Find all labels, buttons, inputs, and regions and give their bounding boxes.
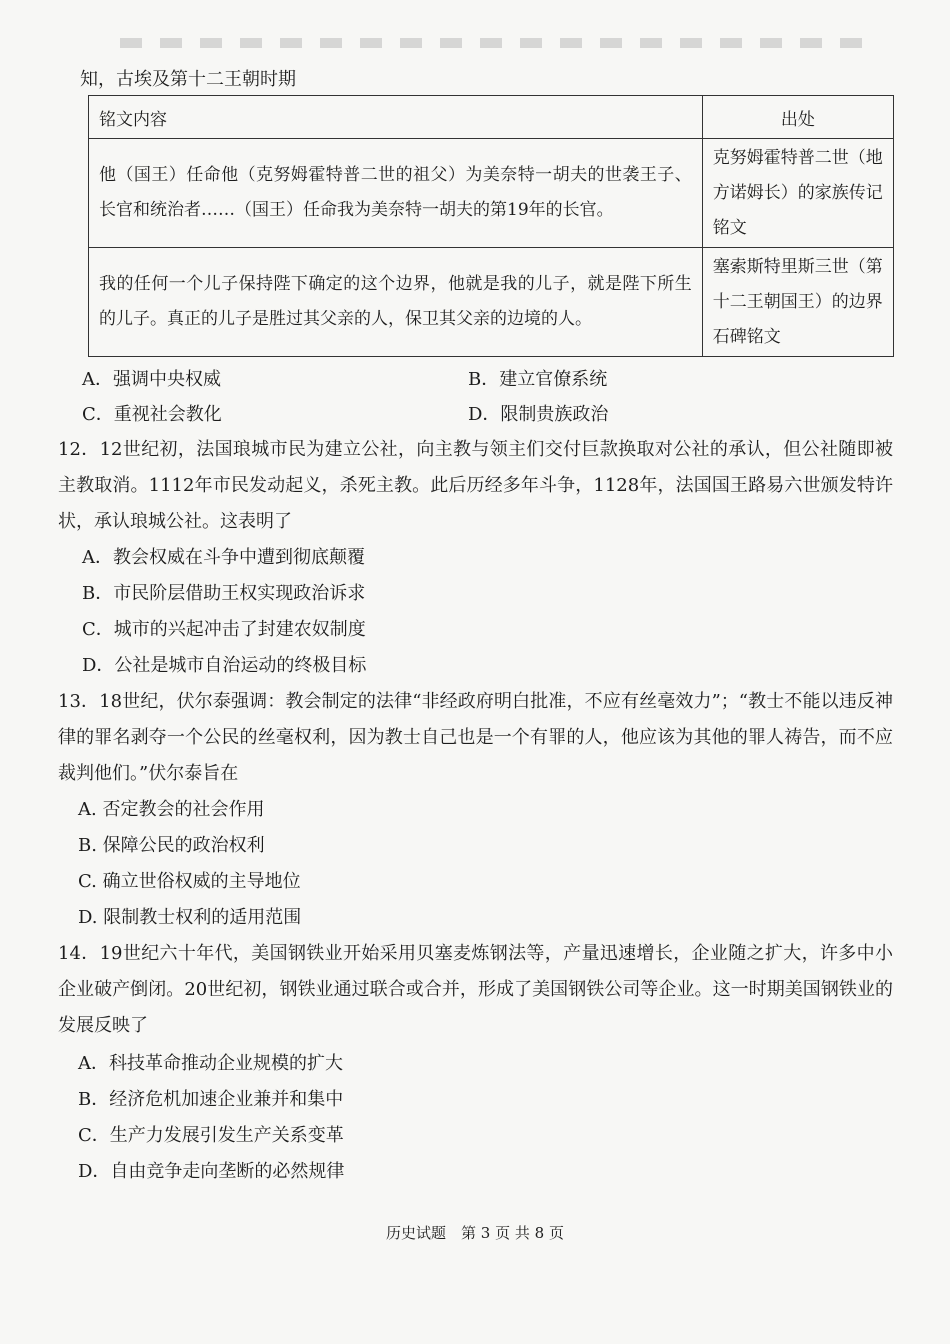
- table-header-row: [89, 96, 894, 139]
- q11-option-b[interactable]: B．建立官僚系统: [468, 369, 608, 390]
- cut-off-previous-line: [120, 38, 880, 48]
- q13-stem: 13．18世纪，伏尔泰强调：教会制定的法律“非经政府明白批准，不应有丝毫效力”；“教士不能以违反神律的罪名剥夺一个公民的丝毫权利，因为教士自己也是一个有罪的人，他应该为其他的罪人祷告，而不应裁判他们。”伏尔泰旨在: [58, 691, 893, 784]
- q13-option-d[interactable]: D. 限制教士权利的适用范围: [78, 907, 302, 928]
- q13-option-b[interactable]: B. 保障公民的政治权利: [78, 835, 265, 856]
- inscription-content: 他（国王）任命他（克努姆霍特普二世的祖父）为美奈特一胡夫的世袭王子、长官和统治者……（国王）任命我为美奈特一胡夫的第19年的长官。: [89, 139, 703, 248]
- q11-option-a[interactable]: A．强调中央权威: [82, 369, 221, 390]
- table-row: [89, 139, 894, 248]
- q13-option-c[interactable]: C. 确立世俗权威的主导地位: [78, 871, 301, 892]
- q12-option-b[interactable]: B．市民阶层借助王权实现政治诉求: [82, 583, 366, 604]
- header-content: 铭文内容: [89, 96, 703, 139]
- q12-option-a[interactable]: A．教会权威在斗争中遭到彻底颠覆: [82, 547, 365, 568]
- header-source: 出处: [702, 96, 893, 139]
- question-11-stem-tail: 知，古埃及第十二王朝时期: [80, 69, 296, 90]
- inscription-content: 我的任何一个儿子保持陛下确定的这个边界，他就是我的儿子，就是陛下所生的儿子。真正的儿子是胜过其父亲的人，保卫其父亲的边境的人。: [89, 248, 703, 357]
- q14-stem: 14．19世纪六十年代，美国钢铁业开始采用贝塞麦炼钢法等，产量迅速增长，企业随之扩大，许多中小企业破产倒闭。20世纪初，钢铁业通过联合或合并，形成了美国钢铁公司等企业。这一时期美国钢铁业的发展反映了: [58, 943, 893, 1036]
- inscription-source: 克努姆霍特普二世（地方诺姆长）的家族传记铭文: [702, 139, 893, 248]
- table-row: [89, 248, 894, 357]
- q12-option-d[interactable]: D．公社是城市自治运动的终极目标: [82, 655, 367, 676]
- q14-option-a[interactable]: A．科技革命推动企业规模的扩大: [78, 1053, 343, 1074]
- q14-option-b[interactable]: B．经济危机加速企业兼并和集中: [78, 1089, 344, 1110]
- q14-option-d[interactable]: D．自由竞争走向垄断的必然规律: [78, 1161, 345, 1182]
- q11-option-c[interactable]: C．重视社会教化: [82, 404, 222, 425]
- page-footer: 历史试题 第 3 页 共 8 页: [386, 1224, 564, 1242]
- q13-option-a[interactable]: A. 否定教会的社会作用: [78, 799, 265, 820]
- inscription-source: 塞索斯特里斯三世（第十二王朝国王）的边界石碑铭文: [702, 248, 893, 357]
- q11-option-d[interactable]: D．限制贵族政治: [468, 404, 609, 425]
- q14-option-c[interactable]: C．生产力发展引发生产关系变革: [78, 1125, 344, 1146]
- q12-option-c[interactable]: C．城市的兴起冲击了封建农奴制度: [82, 619, 366, 640]
- inscription-table: [88, 95, 894, 357]
- q12-stem: 12．12世纪初，法国琅城市民为建立公社，向主教与领主们交付巨款换取对公社的承认，但公社随即被主教取消。1112年市民发动起义，杀死主教。此后历经多年斗争，1128年，法国国王路易六世颁发特许状，承认琅城公社。这表明了: [58, 439, 893, 532]
